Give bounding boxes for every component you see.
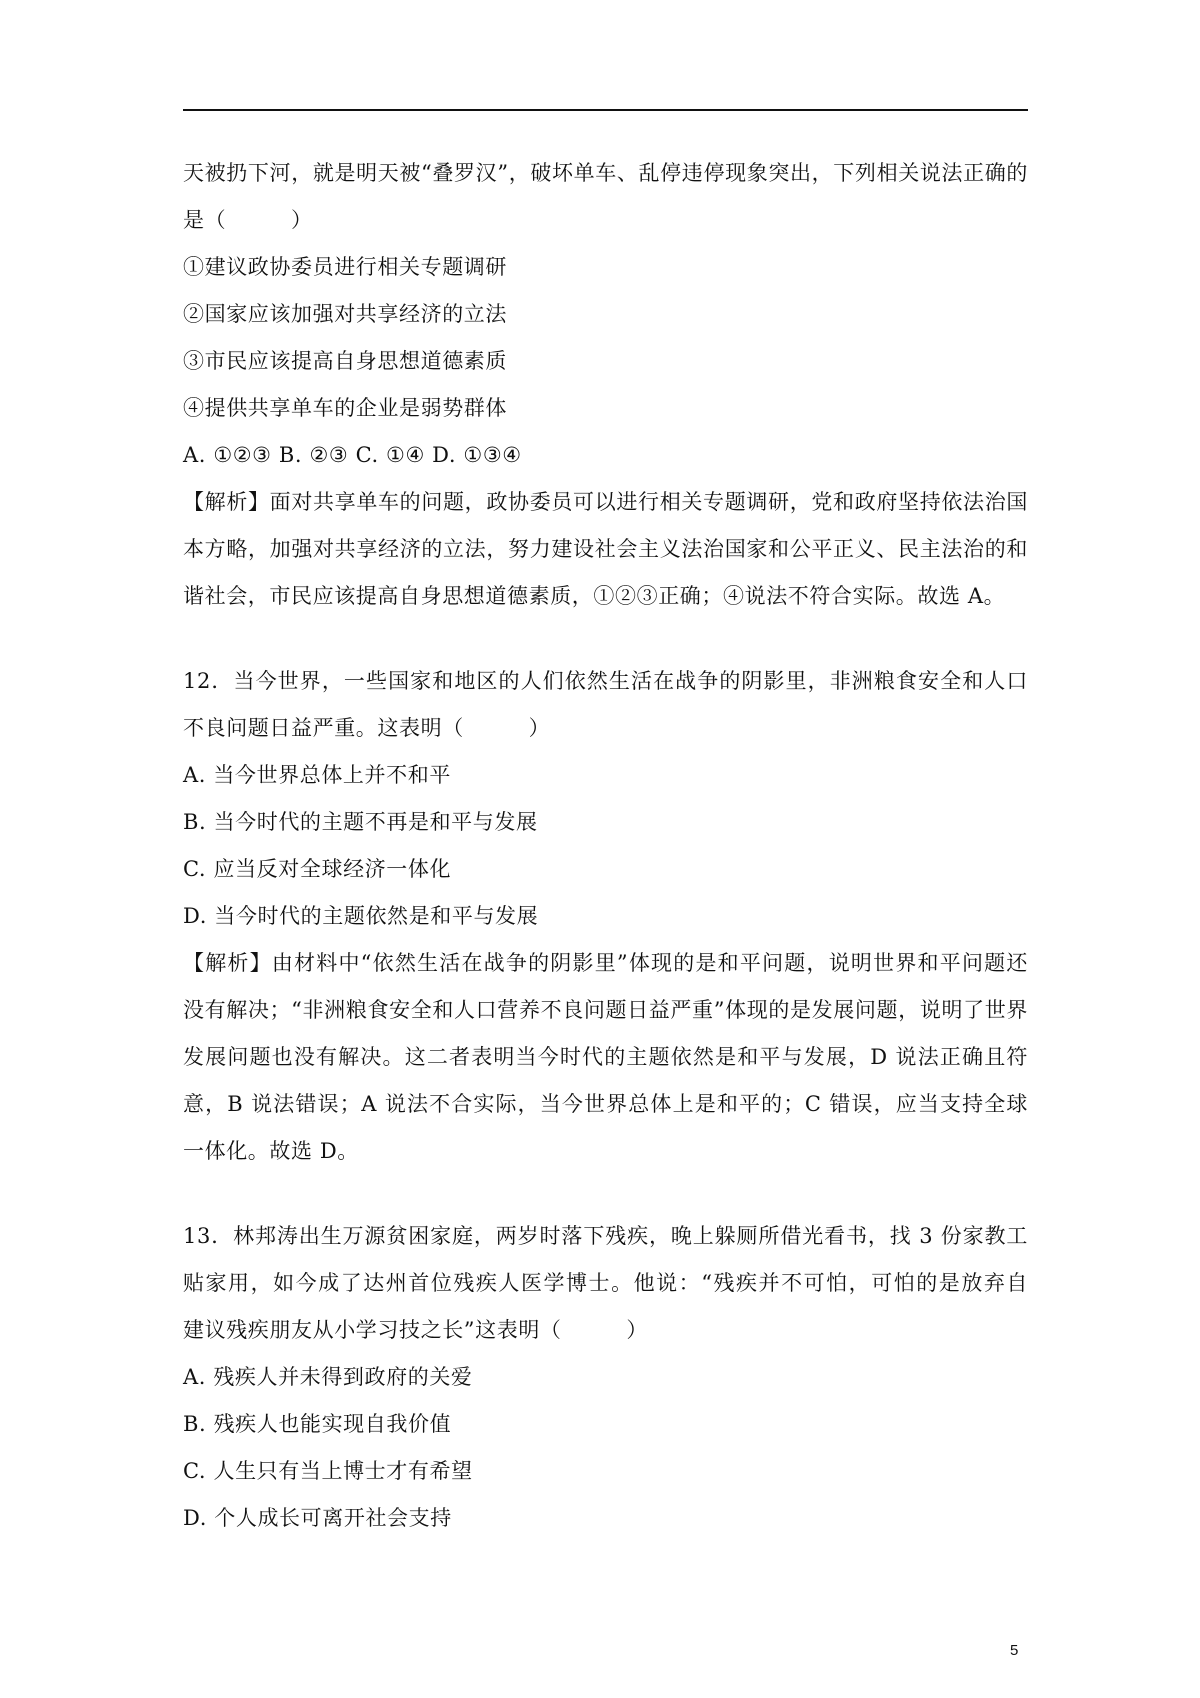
- q12-stem-line: 不良问题日益严重。这表明（ ）: [183, 716, 551, 740]
- q11-analysis-line: 本方略，加强对共享经济的立法，努力建设社会主义法治国家和公平正义、民主法治的和: [183, 537, 1028, 561]
- q11-statement: ③市民应该提高自身思想道德素质: [183, 349, 507, 373]
- q12-analysis-line: 【解析】由材料中“依然生活在战争的阴影里”体现的是和平问题，说明世界和平问题还: [183, 951, 1028, 975]
- q11-analysis-line: 谐社会，市民应该提高自身思想道德素质，①②③正确；④说法不符合实际。故选 A。: [183, 584, 1006, 608]
- q12-option: B. 当今时代的主题不再是和平与发展: [183, 810, 538, 834]
- q11-statement: ①建议政协委员进行相关专题调研: [183, 255, 507, 279]
- header-rule: [183, 109, 1028, 111]
- q13-stem-line: 建议残疾朋友从小学习技之长”这表明（ ）: [183, 1318, 648, 1342]
- q12-analysis-line: 没有解决；“非洲粮食安全和人口营养不良问题日益严重”体现的是发展问题，说明了世界: [183, 998, 1028, 1022]
- q11-stem-line: 是（ ）: [183, 208, 313, 232]
- q13-stem-line: 13．林邦涛出生万源贫困家庭，两岁时落下残疾，晚上躲厕所借光看书，找 3 份家教工: [183, 1224, 1028, 1248]
- q13-option: B. 残疾人也能实现自我价值: [183, 1412, 452, 1436]
- q13-option: C. 人生只有当上博士才有希望: [183, 1459, 473, 1483]
- q13-stem-line: 贴家用，如今成了达州首位残疾人医学博士。他说：“残疾并不可怕，可怕的是放弃自: [183, 1271, 1028, 1295]
- q12-option: C. 应当反对全球经济一体化: [183, 857, 452, 881]
- q12-stem-line: 12．当今世界，一些国家和地区的人们依然生活在战争的阴影里，非洲粮食安全和人口: [183, 669, 1028, 693]
- q12-analysis-line: 意，B 说法错误；A 说法不合实际，当今世界总体上是和平的；C 错误，应当支持全球: [183, 1092, 1028, 1116]
- q12-option: D. 当今时代的主题依然是和平与发展: [183, 904, 539, 928]
- page-content: [183, 150, 1028, 1542]
- q12-option: A. 当今世界总体上并不和平: [183, 763, 451, 787]
- q11-statement: ④提供共享单车的企业是弱势群体: [183, 396, 507, 420]
- q13-option: A. 残疾人并未得到政府的关爱: [183, 1365, 473, 1389]
- q13-option: D. 个人成长可离开社会支持: [183, 1506, 452, 1530]
- page-number: 5: [1010, 1642, 1019, 1659]
- q12-analysis-line: 一体化。故选 D。: [183, 1139, 359, 1163]
- q11-stem-line: 天被扔下河，就是明天被“叠罗汉”，破坏单车、乱停违停现象突出，下列相关说法正确的: [183, 161, 1028, 185]
- q11-statement: ②国家应该加强对共享经济的立法: [183, 302, 507, 326]
- q11-analysis-line: 【解析】面对共享单车的问题，政协委员可以进行相关专题调研，党和政府坚持依法治国: [183, 490, 1028, 514]
- q12-analysis-line: 发展问题也没有解决。这二者表明当今时代的主题依然是和平与发展，D 说法正确且符: [183, 1045, 1028, 1069]
- section-gap: [183, 1175, 1028, 1213]
- section-gap: [183, 620, 1028, 658]
- q11-options: A. ①②③ B. ②③ C. ①④ D. ①③④: [183, 443, 522, 467]
